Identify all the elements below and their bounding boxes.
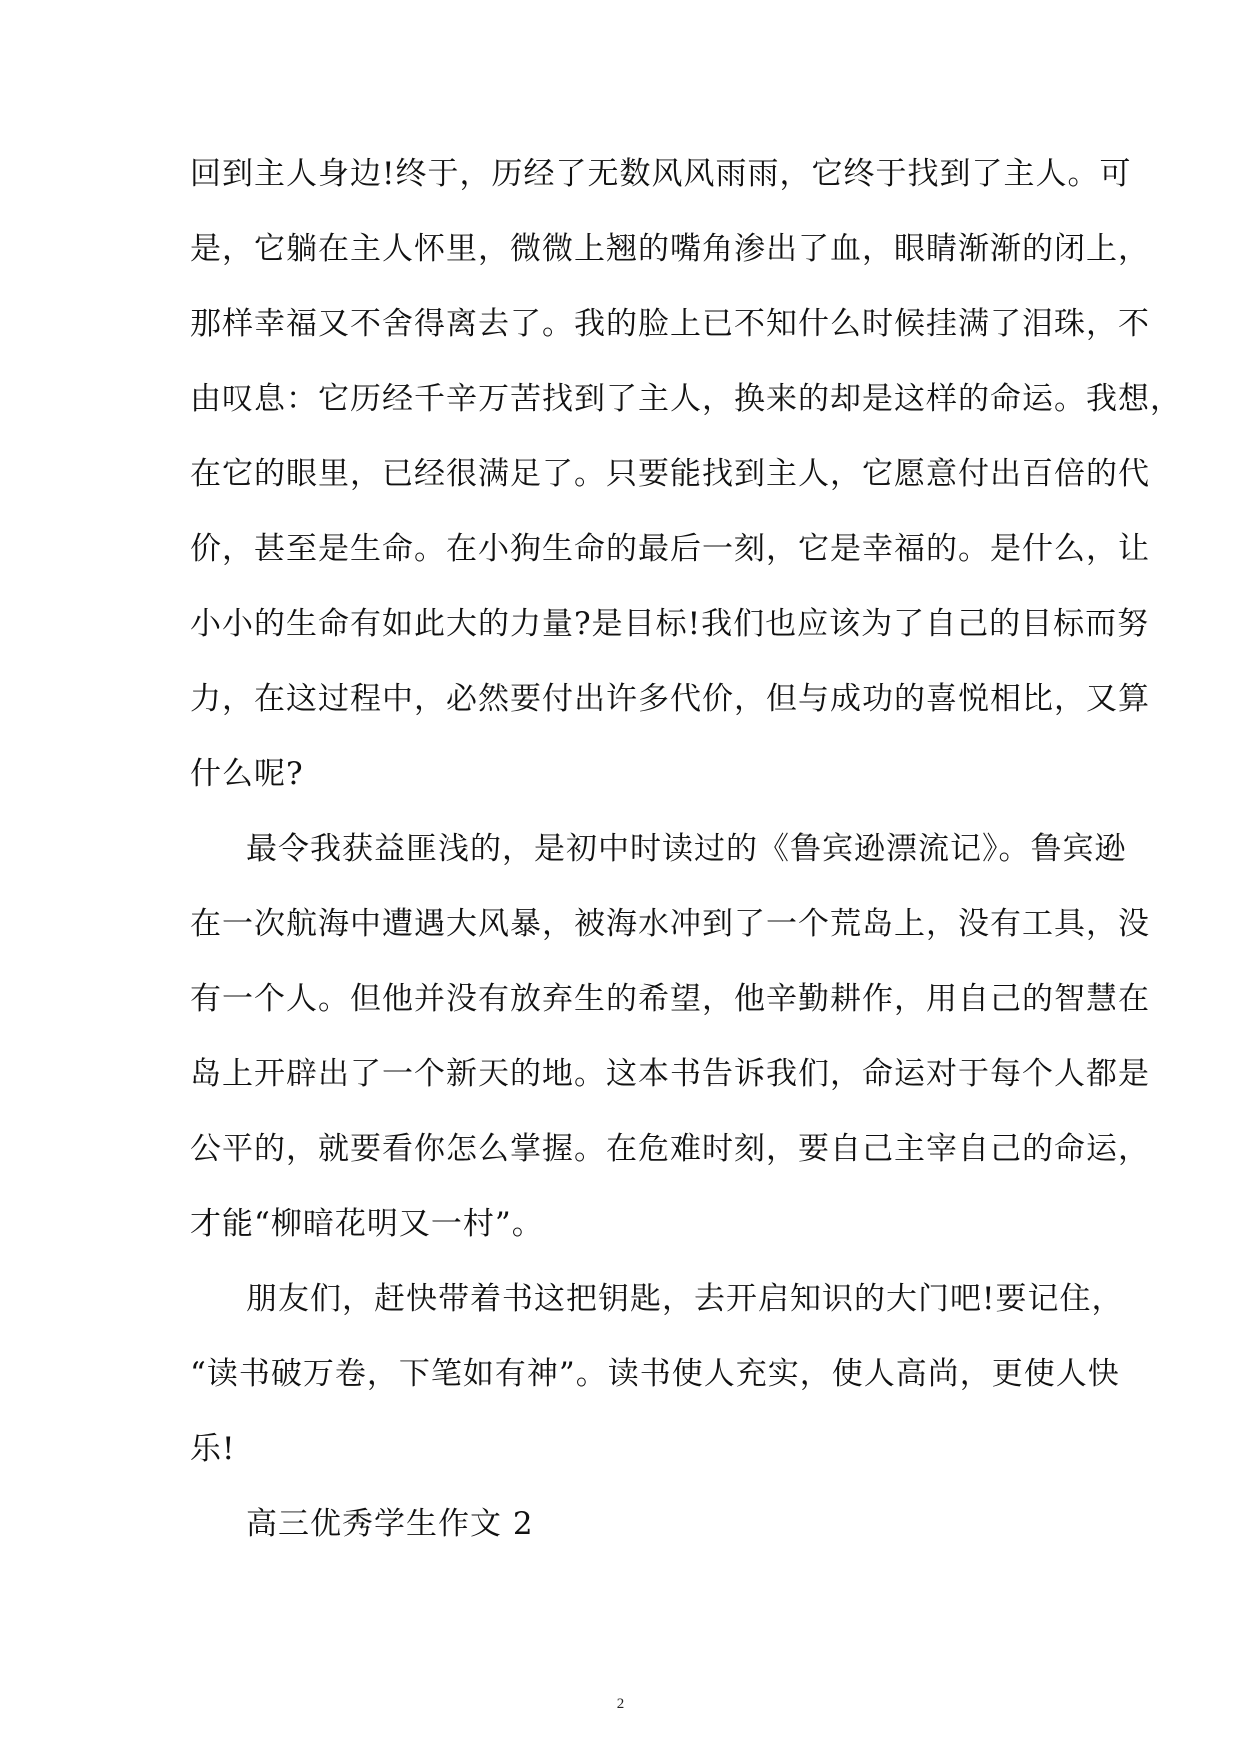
paragraph-2-line-4: 岛上开辟出了一个新天的地。这本书告诉我们，命运对于每个人都是 [190, 1056, 1150, 1092]
paragraph-1-line-7: 小小的生命有如此大的力量?是目标!我们也应该为了自己的目标而努 [190, 606, 1150, 642]
paragraph-1-line-1: 回到主人身边!终于，历经了无数风风雨雨，它终于找到了主人。可 [190, 156, 1132, 192]
paragraph-2-line-2: 在一次航海中遭遇大风暴，被海水冲到了一个荒岛上，没有工具，没 [190, 906, 1150, 942]
paragraph-3-line-1: 朋友们，赶快带着书这把钥匙，去开启知识的大门吧!要记住， [246, 1281, 1124, 1317]
page-number: 2 [616, 1696, 625, 1712]
paragraph-1-line-8: 力，在这过程中，必然要付出许多代价，但与成功的喜悦相比，又算 [190, 681, 1150, 717]
paragraph-2-line-5: 公平的，就要看你怎么掌握。在危难时刻，要自己主宰自己的命运， [190, 1131, 1150, 1167]
paragraph-3-line-3: 乐! [190, 1431, 236, 1467]
section-heading: 高三优秀学生作文 2 [246, 1506, 534, 1542]
paragraph-1-line-5: 在它的眼里，已经很满足了。只要能找到主人，它愿意付出百倍的代 [190, 456, 1150, 492]
paragraph-1-line-2: 是，它躺在主人怀里，微微上翘的嘴角渗出了血，眼睛渐渐的闭上， [190, 231, 1150, 267]
paragraph-2-line-1: 最令我获益匪浅的，是初中时读过的《鲁宾逊漂流记》。鲁宾逊 [246, 831, 1127, 867]
paragraph-1-line-3: 那样幸福又不舍得离去了。我的脸上已不知什么时候挂满了泪珠，不 [190, 306, 1150, 342]
paragraph-2-line-3: 有一个人。但他并没有放弃生的希望，他辛勤耕作，用自己的智慧在 [190, 981, 1150, 1017]
paragraph-2-line-6: 才能“柳暗花明又一村”。 [190, 1206, 544, 1242]
paragraph-1-line-9: 什么呢? [190, 756, 304, 792]
paragraph-1-line-6: 价，甚至是生命。在小狗生命的最后一刻，它是幸福的。是什么，让 [190, 531, 1150, 567]
paragraph-3-line-2: “读书破万卷，下笔如有神”。读书使人充实，使人高尚，更使人快 [190, 1356, 1120, 1392]
paragraph-1-line-4: 由叹息：它历经千辛万苦找到了主人，换来的却是这样的命运。我想， [190, 381, 1182, 417]
